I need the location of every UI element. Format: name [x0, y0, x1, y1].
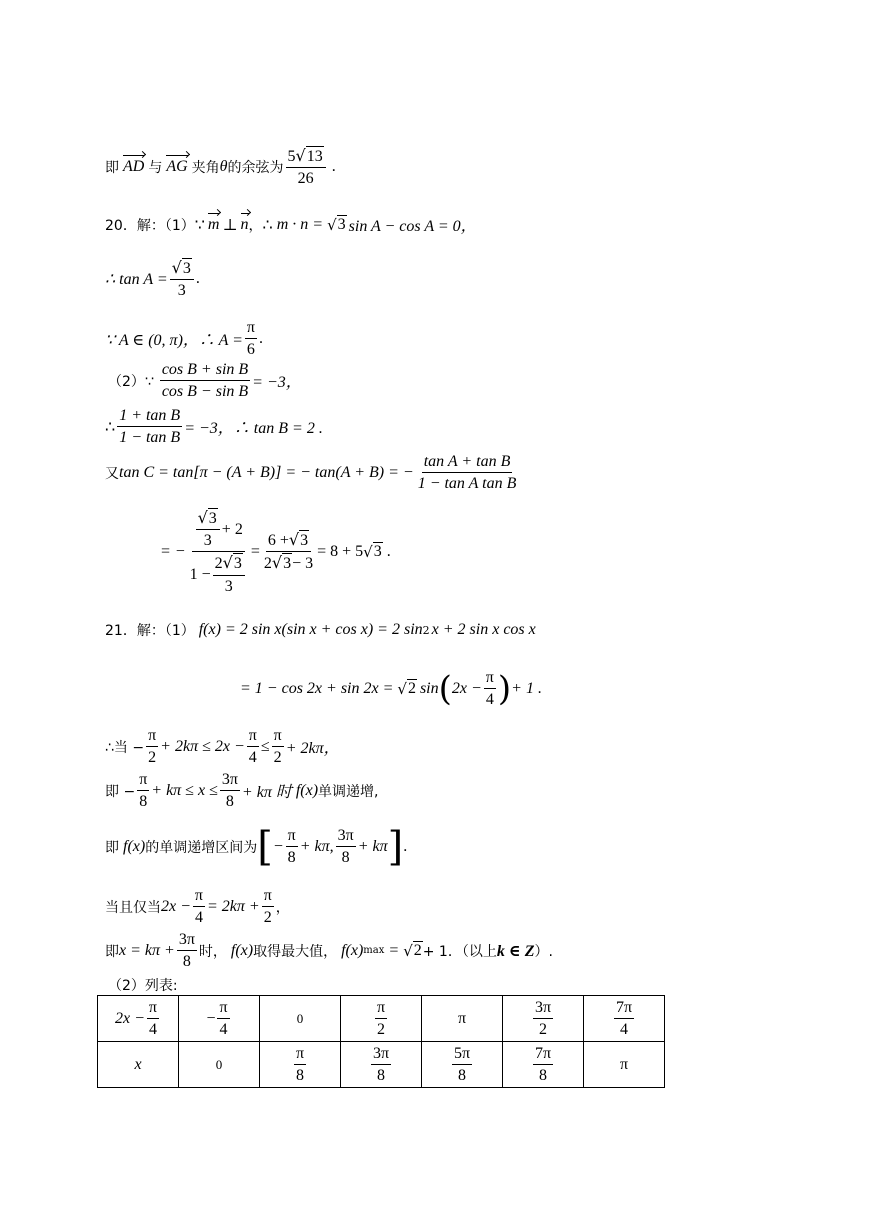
- vector-ad: AD: [123, 158, 145, 176]
- table-cell: $\frac{5\pi}{8}$: [422, 1042, 503, 1088]
- table-cell: 2x − $\frac{\pi}{4}$: [98, 996, 179, 1042]
- table-row: [98, 996, 665, 1042]
- p20-tanA: ∴ tan A = $\frac{√3}{3}$ .: [105, 258, 200, 300]
- p21-label: 21．解：（1）: [105, 623, 195, 639]
- p20-tanB: ∴ $\frac{\text{1 + tan B}}{\text{1 − tan B}}$ = −3，∴ tan B = 2 .: [105, 407, 323, 447]
- table-cell: $\frac{\pi}{2}$: [341, 996, 422, 1042]
- p20-tanC: 又 tan C = tan[π − (A + B)] = − tan(A + B) = − $\frac{\text{tan A + tan B}}{\text{1 − tan A tan B}}$: [105, 453, 517, 493]
- table-cell: π: [584, 1042, 665, 1088]
- table-cell: 0: [260, 996, 341, 1042]
- p20-final: = − $\frac{√3}{3}$ + 2 1 − $\frac{2√3}{3}$ = $\frac{6 +√3}{2√3- 3}$ = 8 + 5 √ 3 .: [160, 508, 391, 595]
- text-yu: 与: [148, 160, 163, 177]
- p21-max: 即 x = kπ + $\frac{3\pi}{8}$ 时， f(x) 取得最大值， f(x) max = √ 2 + 1．（以上 k ∈ Z ）.: [105, 931, 553, 971]
- text-ji: 即: [105, 160, 119, 177]
- p21-iff: 当且仅当 2x − $\frac{\pi}{4}$ = 2kπ + $\frac{\pi}{2}$ ，: [105, 887, 290, 927]
- p20-part2: （2）∵ $\frac{\text{cos B + sin B}}{\text{cos B − sin B}}$ = −3，: [108, 361, 302, 401]
- table-cell: $\frac{7\pi}{8}$: [503, 1042, 584, 1088]
- cosine-line: 即 AD 与 AG 夹角 θ 的余弦为 $\frac{5√13}{26}$ .: [105, 146, 336, 188]
- p21-when: ∴当 − $\frac{\pi}{2}$ + 2kπ ≤ 2x − $\frac{\pi}{4}$ ≤ $\frac{\pi}{2}$ + 2kπ，: [105, 727, 340, 767]
- p21-increasing: 即 − $\frac{\pi}{8}$ + kπ ≤ x ≤ $\frac{3\pi}{8}$ + kπ 时 f(x) 单调递增,: [105, 771, 379, 811]
- table-cell: π: [422, 996, 503, 1042]
- table-cell: 0: [179, 1042, 260, 1088]
- text-angle: 夹角: [191, 160, 220, 177]
- value-table: [97, 995, 665, 1088]
- theta-symbol: θ: [219, 158, 228, 176]
- table-cell: $\frac{3\pi}{2}$: [503, 996, 584, 1042]
- table-cell: $\frac{3\pi}{8}$: [341, 1042, 422, 1088]
- table-cell: $\frac{\pi}{8}$: [260, 1042, 341, 1088]
- cosine-fraction: $\frac{5√13}{26}$: [286, 146, 326, 188]
- p20-A-value: ∵ A ∈ (0, π)，∴ A = $\frac{\pi}{6}$ .: [105, 319, 263, 359]
- p21-interval: 即 f(x) 的单调递增区间为 [ − $\frac{\pi}{8}$ + kπ, $\frac{3\pi}{8}$ + kπ ] .: [105, 823, 408, 870]
- table-cell: x: [98, 1042, 179, 1088]
- p20-label: 20．解：（1）: [105, 217, 195, 234]
- p21-line2: = 1 − cos 2x + sin 2x = √ 2 sin ( 2x − $\frac{\pi}{4}$ ) + 1 .: [240, 668, 542, 709]
- p20-line1: 20．解：（1） ∵ m ⊥ n ， ∴ m · n = √ 3 sin A − cos A = 0，: [105, 215, 477, 235]
- table-cell: − $\frac{\pi}{4}$: [179, 996, 260, 1042]
- p21-line1: 21．解：（1） f(x) = 2 sin x(sin x + cos x) = 2 sin 2 x + 2 sin x cos x: [105, 621, 536, 639]
- p21-part2: （2）列表:: [108, 978, 178, 994]
- table-row: [98, 1042, 665, 1088]
- vector-ag: AG: [166, 158, 188, 176]
- text-cosine: 的余弦为: [227, 160, 284, 177]
- table-cell: $\frac{7\pi}{4}$: [584, 996, 665, 1042]
